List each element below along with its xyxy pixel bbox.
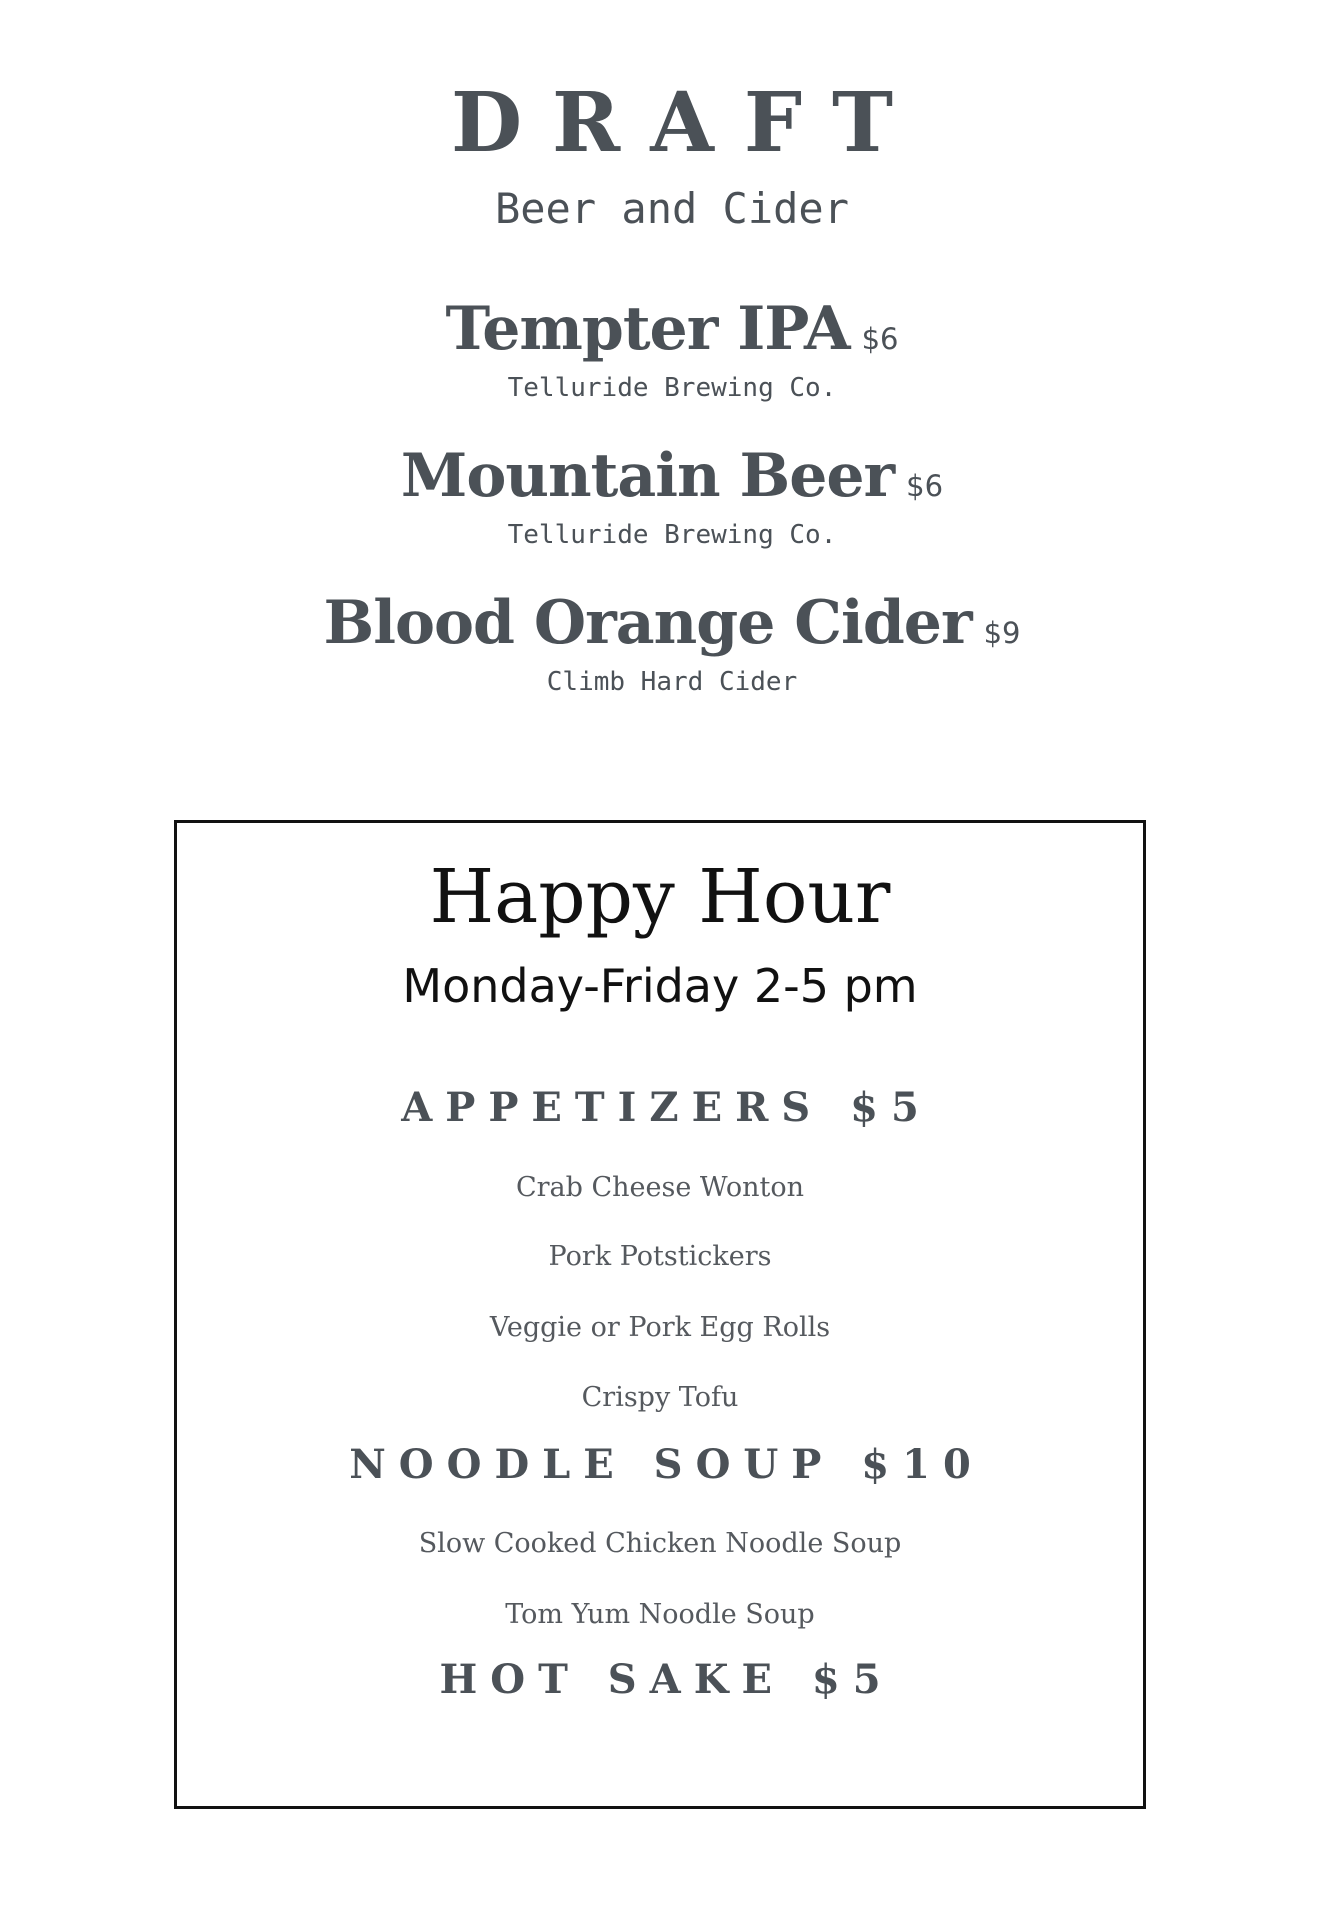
appetizer-item: Crab Cheese Wonton <box>515 1172 804 1203</box>
draft-menu-list <box>0 292 1344 733</box>
beer-price: $9 <box>983 616 1021 650</box>
appetizer-item: Veggie or Pork Egg Rolls <box>489 1312 831 1343</box>
noodle-soup-item: Tom Yum Noodle Soup <box>505 1599 815 1630</box>
appetizers-heading: APPETIZERS $5 <box>401 1084 932 1131</box>
draft-title: DRAFT <box>450 75 924 171</box>
beer-brewer: Telluride Brewing Co. <box>507 520 837 550</box>
beer-price: $6 <box>861 322 899 356</box>
draft-subtitle: Beer and Cider <box>494 184 849 233</box>
menu-item <box>0 586 1344 733</box>
hot-sake-heading: HOT SAKE $5 <box>439 1656 894 1703</box>
beer-name: Tempter IPA <box>445 294 850 364</box>
menu-item <box>0 439 1344 586</box>
beer-price: $6 <box>906 469 944 503</box>
beer-name: Blood Orange Cider <box>323 588 972 658</box>
happy-hour-days: Monday-Friday 2-5 pm <box>402 959 918 1013</box>
beer-name: Mountain Beer <box>400 441 895 511</box>
appetizer-item: Crispy Tofu <box>581 1382 739 1413</box>
appetizer-item: Pork Potstickers <box>548 1241 772 1272</box>
menu-item <box>0 292 1344 439</box>
beer-brewer: Telluride Brewing Co. <box>507 373 837 403</box>
noodle-soup-heading: NOODLE SOUP $10 <box>349 1441 984 1488</box>
happy-hour-title: Happy Hour <box>429 854 891 940</box>
happy-hour-box <box>174 820 1146 1809</box>
beer-brewer: Climb Hard Cider <box>546 667 798 697</box>
noodle-soup-item: Slow Cooked Chicken Noodle Soup <box>418 1528 902 1559</box>
